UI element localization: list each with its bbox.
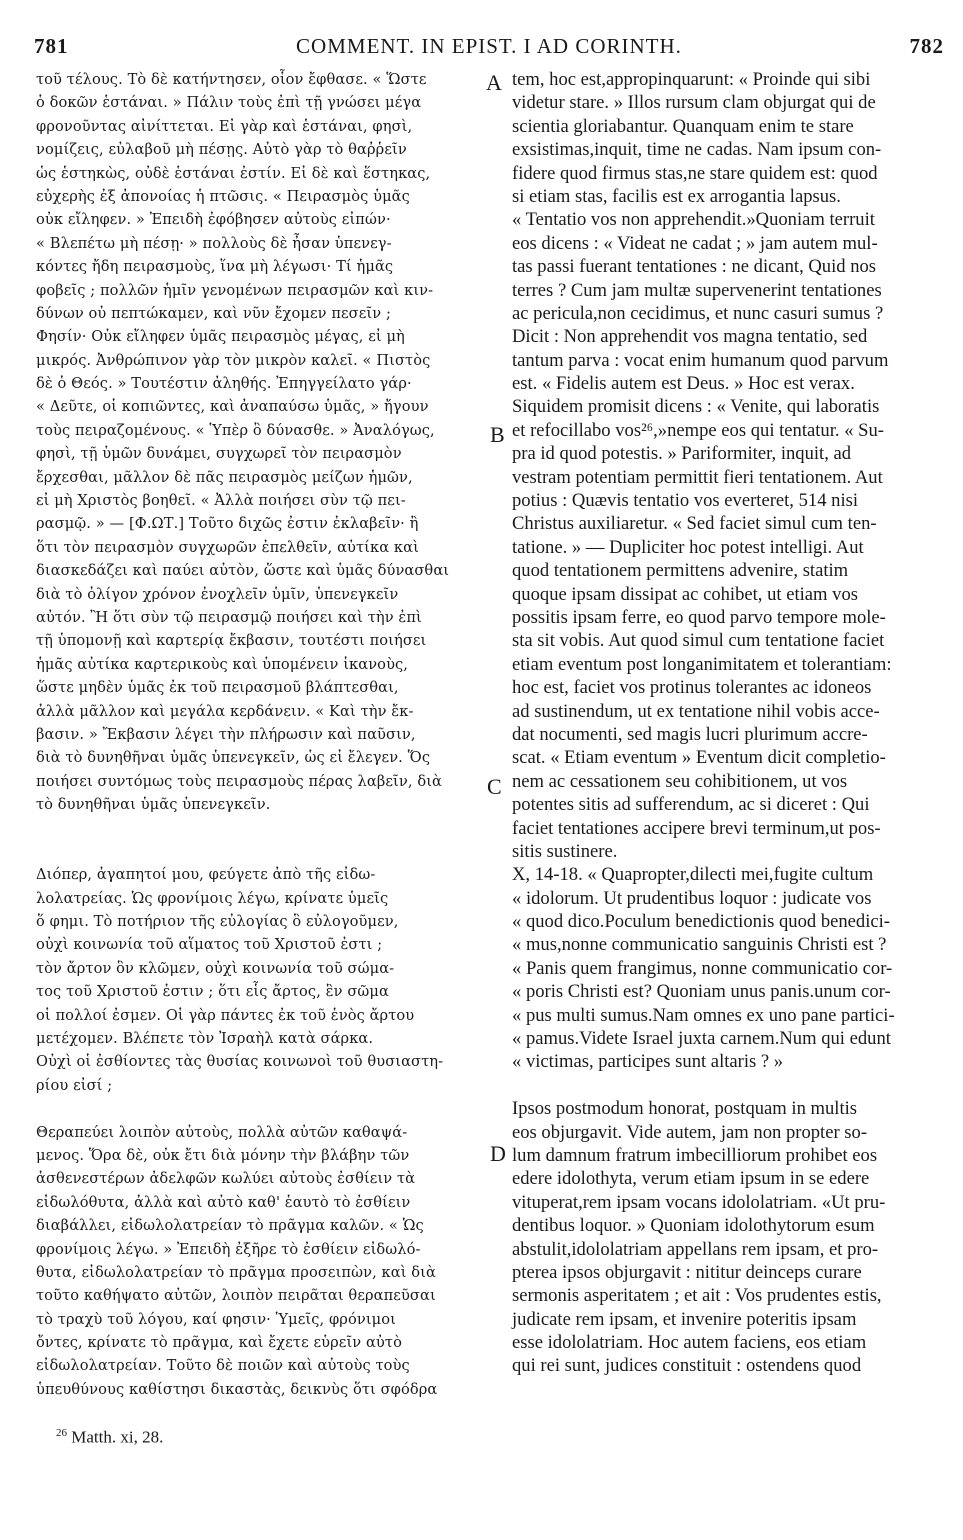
latin-text-line: ad sustinendum, ut ex tentatione nihil vobis acce- [512,700,880,722]
latin-text-line: edere idolothyta, verum etiam ipsum in se edere [512,1168,870,1190]
greek-text-line: ποιήσει συντόμως τοὺς πειρασμοὺς πέρας λαβεῖν, διὰ [36,772,442,790]
latin-text-line: X, 14-18. « Quapropter,dilecti mei,fugite cultum [512,864,874,886]
latin-text-line: sitis sustinere. [512,840,618,862]
greek-text-line: ὅτι τὸν πειρασμὸν συγχωρῶν ἐπελθεῖν, αὐτίκα καὶ [36,538,419,556]
greek-text-line: « Δεῦτε, οἱ κοπιῶντες, καὶ ἀναπαύσω ὑμᾶς, » ἤγουν [36,398,429,416]
latin-text-line: dat nocumenti, sed magis lucri plurimum accre- [512,723,868,745]
greek-text-line: ἀλλὰ μᾶλλον καὶ μεγάλα κερδάνειν. « Καὶ τὴν ἔκ- [36,702,414,720]
greek-text-line: εἰδωλολατρείαν. Τοῦτο δὲ ποιῶν καὶ αὐτοὺς τοὺς [36,1357,410,1375]
latin-text-line: faciet tentationes accipere brevi terminum,ut pos- [512,817,881,839]
greek-text-line: εὐχερὴς ἐξ ἀπονοίας ἡ πτῶσις. « Πειρασμὸς ὑμᾶς [36,187,410,205]
latin-text-line: vestram potentiam permittit fieri tentationem. Aut [512,466,883,488]
greek-text-line: τοῦ τέλους. Τὸ δὲ κατήντησεν, οἷον ἔφθασε. « Ὥστε [36,71,427,88]
latin-text-line: lum damnum fratrum imbecilliorum prohibet eos [512,1144,878,1166]
latin-text-line: quoque ipsam dissipat ac cohibet, ut etiam vos [512,583,858,605]
greek-text-line: « Βλεπέτω μὴ πέσῃ· » πολλοὺς δὲ ἦσαν ὑπενεγ- [36,234,392,252]
latin-text-line: abstulit,idololatriam appellans rem ipsam, et pro- [512,1238,879,1260]
greek-text-line: μετέχομεν. Βλέπετε τὸν Ἰσραὴλ κατὰ σάρκα. [36,1030,374,1048]
greek-text-line: οὐκ εἴληφεν. » Ἐπειδὴ ἐφόβησεν αὐτοὺς εἰπών· [36,211,391,229]
greek-text-line: Θεραπεύει λοιπὸν αὐτοὺς, πολλὰ αὐτῶν καθαψά- [36,1123,408,1141]
greek-text-line: ρίου εἰσί ; [36,1076,113,1094]
running-title: COMMENT. IN EPIST. I AD CORINTH. [296,34,682,58]
greek-text-line: βασιν. » Ἔκβασιν λέγει τὴν πλήρωσιν καὶ παῦσιν, [36,725,416,743]
latin-text-line: tem, hoc est,appropinquarunt: « Proinde qui sibi [512,69,871,90]
greek-text-line: ὡς ἑστηκὼς, οὐδὲ ἑστάναι ἐστίν. Εἰ δὲ καὶ ἕστηκας, [36,164,431,182]
greek-text-line: δὲ ὁ Θεός. » Τουτέστιν ἀληθής. Ἐπηγγείλατο γάρ· [36,375,412,393]
greek-text-line: ἀσθενεστέρων ἀδελφῶν κωλύει αὐτοὺς ἐσθίειν τὰ [36,1170,416,1188]
latin-text-line: « Tentatio vos non apprehendit.»Quoniam terruit [512,209,875,231]
greek-text-line: Οὐχὶ οἱ ἐσθίοντες τὰς θυσίας κοινωνοὶ τοῦ θυσιαστη- [36,1053,444,1071]
latin-text-line: « Panis quem frangimus, nonne communicatio cor- [512,957,893,979]
margin-marker-d: D [490,1141,506,1166]
greek-text-line: τοῦτο καθήψατο αὐτῶν, λοιπὸν πειρᾶται θεραπεῦσαι [36,1287,436,1305]
greek-text-line: μικρός. Ἀνθρώπινον γὰρ τὸν μικρὸν καλεῖ. « Πιστὸς [36,351,431,369]
margin-marker-b: B [490,422,505,447]
latin-text-line: esse idololatriam. Hoc autem faciens, eos etiam [512,1332,867,1354]
latin-text-line: scat. « Etiam eventum » Eventum dicit completio- [512,747,886,769]
latin-text-line: videtur stare. » Illos rursum clam objurgat qui de [512,92,876,114]
greek-text-line: εἰ μὴ Χριστὸς βοηθεῖ. « Ἀλλὰ ποιήσει σὺν τῷ πει- [36,492,406,510]
greek-text-line: ρασμῷ. » — [Φ.ΩΤ.] Τοῦτο διχῶς ἐστιν ἐκλαβεῖν· ἢ [36,515,419,533]
greek-text-line: ὁ δοκῶν ἑστάναι. » Πάλιν τοὺς ἐπὶ τῇ γνώσει μέγα [36,94,422,112]
greek-text-line: τὸ δυνηθῆναι ὑμᾶς ὑπενεγκεῖν. [36,796,271,814]
page-number-left: 781 [34,34,69,58]
latin-text-line: dentibus loquor. » Quoniam idolothytorum esum [512,1215,875,1237]
greek-text-line: τῇ ὑπομονῇ καὶ καρτερίᾳ ἔκβασιν, τουτέστι ποιήσει [36,632,427,650]
latin-text-line: « mus,nonne communicatio sanguinis Christi est ? [512,934,887,956]
greek-text-line: φοβεῖς ; πολλῶν ἡμῖν γενομένων πειρασμῶν καὶ κιν- [36,281,434,299]
latin-text-line: sermonis asperitatem ; et ait : Vos prudentes estis, [512,1285,882,1307]
footnote [56,1427,163,1448]
latin-text-line: tas passi fuerant tentationes : ne dicant, Quid nos [512,256,877,278]
greek-column [36,68,482,1401]
greek-text-line: δύνων οὐ πεπτώκαμεν, καὶ νῦν ἔχομεν πεσεῖν ; [36,304,391,322]
latin-text-line: eos objurgavit. Vide autem, jam non propter so- [512,1121,868,1143]
paragraph-gap [512,1074,932,1097]
latin-text-line: « pus multi sumus.Nam omnes ex uno pane partici- [512,1004,895,1026]
greek-text-line: οἱ πολλοί ἐσμεν. Οἱ γὰρ πάντες ἐκ τοῦ ἑνὸς ἄρτου [36,1006,415,1024]
latin-text-line: pra id quod potestis. » Pariformiter, inquit, ad [512,443,852,465]
greek-text-line: ἔρχεσθαι, μᾶλλον δὲ πᾶς πειρασμὸς μείζων ἡμῶν, [36,468,413,486]
page-header [34,34,944,64]
latin-text-line: pterea ipsos objurgavit : nititur deinceps curare [512,1261,862,1283]
latin-text-line: Ipsos postmodum honorat, postquam in multis [512,1098,858,1120]
greek-text-line: φρονίμοις λέγω. » Ἐπειδὴ ἐξῆρε τὸ ἐσθίειν εἰδωλό- [36,1240,421,1258]
greek-text-line: νομίζεις, εὐλαβοῦ μὴ πέσῃς. Αὐτὸ γὰρ τὸ θαῤῥεῖν [36,141,407,159]
greek-text-line: ὥστε μηδὲν ὑμᾶς ἐκ τοῦ πειρασμοῦ βλάπτεσθαι, [36,679,399,697]
greek-text-line: φρονοῦντας αἰνίττεται. Εἰ γὰρ καὶ ἑστάναι, φησὶ, [36,117,413,135]
greek-text-line: Φησίν· Οὐκ εἴληφεν ὑμᾶς πειρασμὸς μέγας, εἰ μὴ [36,328,405,346]
greek-text-line: εἰδωλόθυτα, ἀλλὰ καὶ αὐτὸ καθ' ἑαυτὸ τὸ ἐσθίειν [36,1193,411,1211]
greek-text-line: διὰ τὸ δυνηθῆναι ὑμᾶς ὑπενεγκεῖν, ὡς εἰ ἔλεγεν. Ὅς [36,749,431,767]
paragraph-gap [36,817,482,840]
latin-text-line: si etiam stas, facilis est ex arrogantia lapsus. [512,185,841,207]
latin-text-line: exsistimas,inquit, time ne cadas. Nam ipsum con- [512,139,882,161]
latin-text-line: « pamus.Videte Israel juxta carnem.Num qui edunt [512,1028,891,1050]
latin-text-line: qui rei sunt, judices constituit : ostendens quod [512,1355,862,1377]
latin-text-line: Siquidem promisit dicens : « Venite, qui laboratis [512,396,880,418]
greek-text-line: μενος. Ὅρα δὲ, οὐκ ἔτι διὰ μόνην τὴν βλάβην τῶν [36,1146,410,1164]
latin-text-line: hoc est, faciet vos protinus tolerantes ac idoneos [512,677,872,699]
latin-text-line: tatione. » — Dupliciter hoc potest intelligi. Aut [512,536,864,558]
greek-text-line: λολατρείας. Ὡς φρονίμοις λέγω, κρίνατε ὑμεῖς [36,889,389,907]
latin-text-line: « idolorum. Ut prudentibus loquor : judicate vos [512,887,872,909]
latin-text-line: potius : Quævis tentatio vos everteret, 514 nisi [512,490,859,512]
latin-text-line: possitis ipsam ferre, eo quod parvo tempore mole- [512,606,886,628]
latin-text-line: tantum parva : vocat enim humanum quod parvum [512,349,889,371]
latin-text-line: potentes sitis ad sufferendum, ac si diceret : Qui [512,794,870,816]
footnote-number: 26 [56,1427,67,1439]
latin-column [512,68,932,1378]
greek-text-line: φησὶ, τῇ ὑμῶν δυνάμει, συγχωρεῖ τὸν πειρασμὸν [36,445,402,463]
greek-text-line: κόντες ἤδη πειρασμοὺς, ἵνα μὴ λέγωσι· Τί ἡμᾶς [36,258,394,276]
latin-text-line: nem ac cessationem seu cohibitionem, ut vos [512,770,848,792]
latin-text-line: Dicit : Non apprehendit vos magna tentatio, sed [512,326,868,348]
latin-text-line: etiam eventum post longanimitatem et tolerantiam: [512,653,892,675]
margin-marker-c: C [487,774,502,799]
latin-text-line: quod tentationem permittens advenire, statim [512,560,849,582]
latin-text-line: Christus auxiliaretur. « Sed faciet simul cum ten- [512,513,877,535]
latin-text-line: fidere quod firmus stas,ne stare quidem est: quod [512,162,878,184]
latin-text-line: ac pericula,non cecidimus, et nunc casuri sumus ? [512,302,884,324]
greek-text-line: τοὺς πειραζομένους. « Ὑπὲρ ὃ δύνασθε. » Ἀναλόγως, [36,421,435,439]
latin-text-line: terres ? Cum jam multæ supervenerint tentationes [512,279,882,301]
greek-text-line: ἡμᾶς αὐτίκα καρτερικοὺς καὶ ὑπομένειν ἱκανοὺς, [36,655,409,673]
page-number-right: 782 [909,34,944,58]
latin-text-line: est. « Fidelis autem est Deus. » Hoc est verax. [512,373,855,395]
latin-text-line: et refocillabo vos²⁶,»nempe eos qui tentatur. « Su- [512,419,884,441]
latin-text-line: eos dicens : « Videat ne cadat ; » jam autem mul- [512,232,878,254]
latin-text-line: sta sit vobis. Aut quod simul cum tentatione faciet [512,630,885,652]
greek-text-line: Διόπερ, ἀγαπητοί μου, φεύγετε ἀπὸ τῆς εἰδω- [36,866,376,884]
margin-marker-a: A [486,70,502,95]
greek-text-line: αὐτόν. Ἢ ὅτι σὺν τῷ πειρασμῷ ποιήσει καὶ τὴν ἐπὶ [36,608,422,626]
greek-text-line: διασκεδάζει καὶ παύει αὐτὸν, ὥστε καὶ ὑμᾶς δύνασθαι [36,562,450,580]
greek-text-line: ὑπευθύνους καθίστησι δικαστὰς, δεικνὺς ὅτι σφόδρα [36,1380,438,1398]
latin-text-line: « victimas, participes sunt altaris ? » [512,1051,784,1073]
latin-text-line: vituperat,rem ipsam vocans idololatriam. «Ut pru- [512,1191,886,1213]
footnote-text: Matth. xi, 28. [71,1427,164,1447]
latin-text-line: « quod dico.Poculum benedictionis quod benedici- [512,911,891,933]
latin-text-line: judicate rem ipsam, et invenire poteritis ipsam [512,1308,857,1330]
greek-text-line: οὐχὶ κοινωνία τοῦ αἵματος τοῦ Χριστοῦ ἐστι ; [36,936,383,954]
paragraph-gap [36,1097,482,1120]
paragraph-gap [36,840,482,863]
latin-text-line: « poris Christi est? Quoniam unus panis.unum cor- [512,981,891,1003]
greek-text-line: ὄντες, κρίνατε τὸ πρᾶγμα, καὶ ἔχετε εὑρεῖν αὐτὸ [36,1334,402,1352]
greek-text-line: διὰ τὸ ὀλίγον χρόνον ἐνοχλεῖν ὑμῖν, ὑπενεγκεῖν [36,585,399,603]
greek-text-line: διαβάλλει, εἰδωλολατρείαν τὸ πρᾶγμα καλῶν. « Ὡς [36,1217,424,1235]
greek-text-line: τὸ τραχὺ τοῦ λόγου, καί φησιν· Ὑμεῖς, φρόνιμοι [36,1310,396,1328]
greek-text-line: θυτα, εἰδωλολατρείαν τὸ πρᾶγμα προσειπὼν, καὶ διὰ [36,1263,436,1281]
greek-text-line: ὅ φημι. Τὸ ποτήριον τῆς εὐλογίας ὃ εὐλογοῦμεν, [36,913,399,931]
latin-text-line: scientia gloriabantur. Quanquam enim te stare [512,115,854,137]
greek-text-line: τὸν ἄρτον ὃν κλῶμεν, οὐχὶ κοινωνία τοῦ σώμα- [36,959,395,977]
greek-text-line: τος τοῦ Χριστοῦ ἐστιν ; ὅτι εἷς ἄρτος, ἓν σῶμα [36,983,389,1001]
